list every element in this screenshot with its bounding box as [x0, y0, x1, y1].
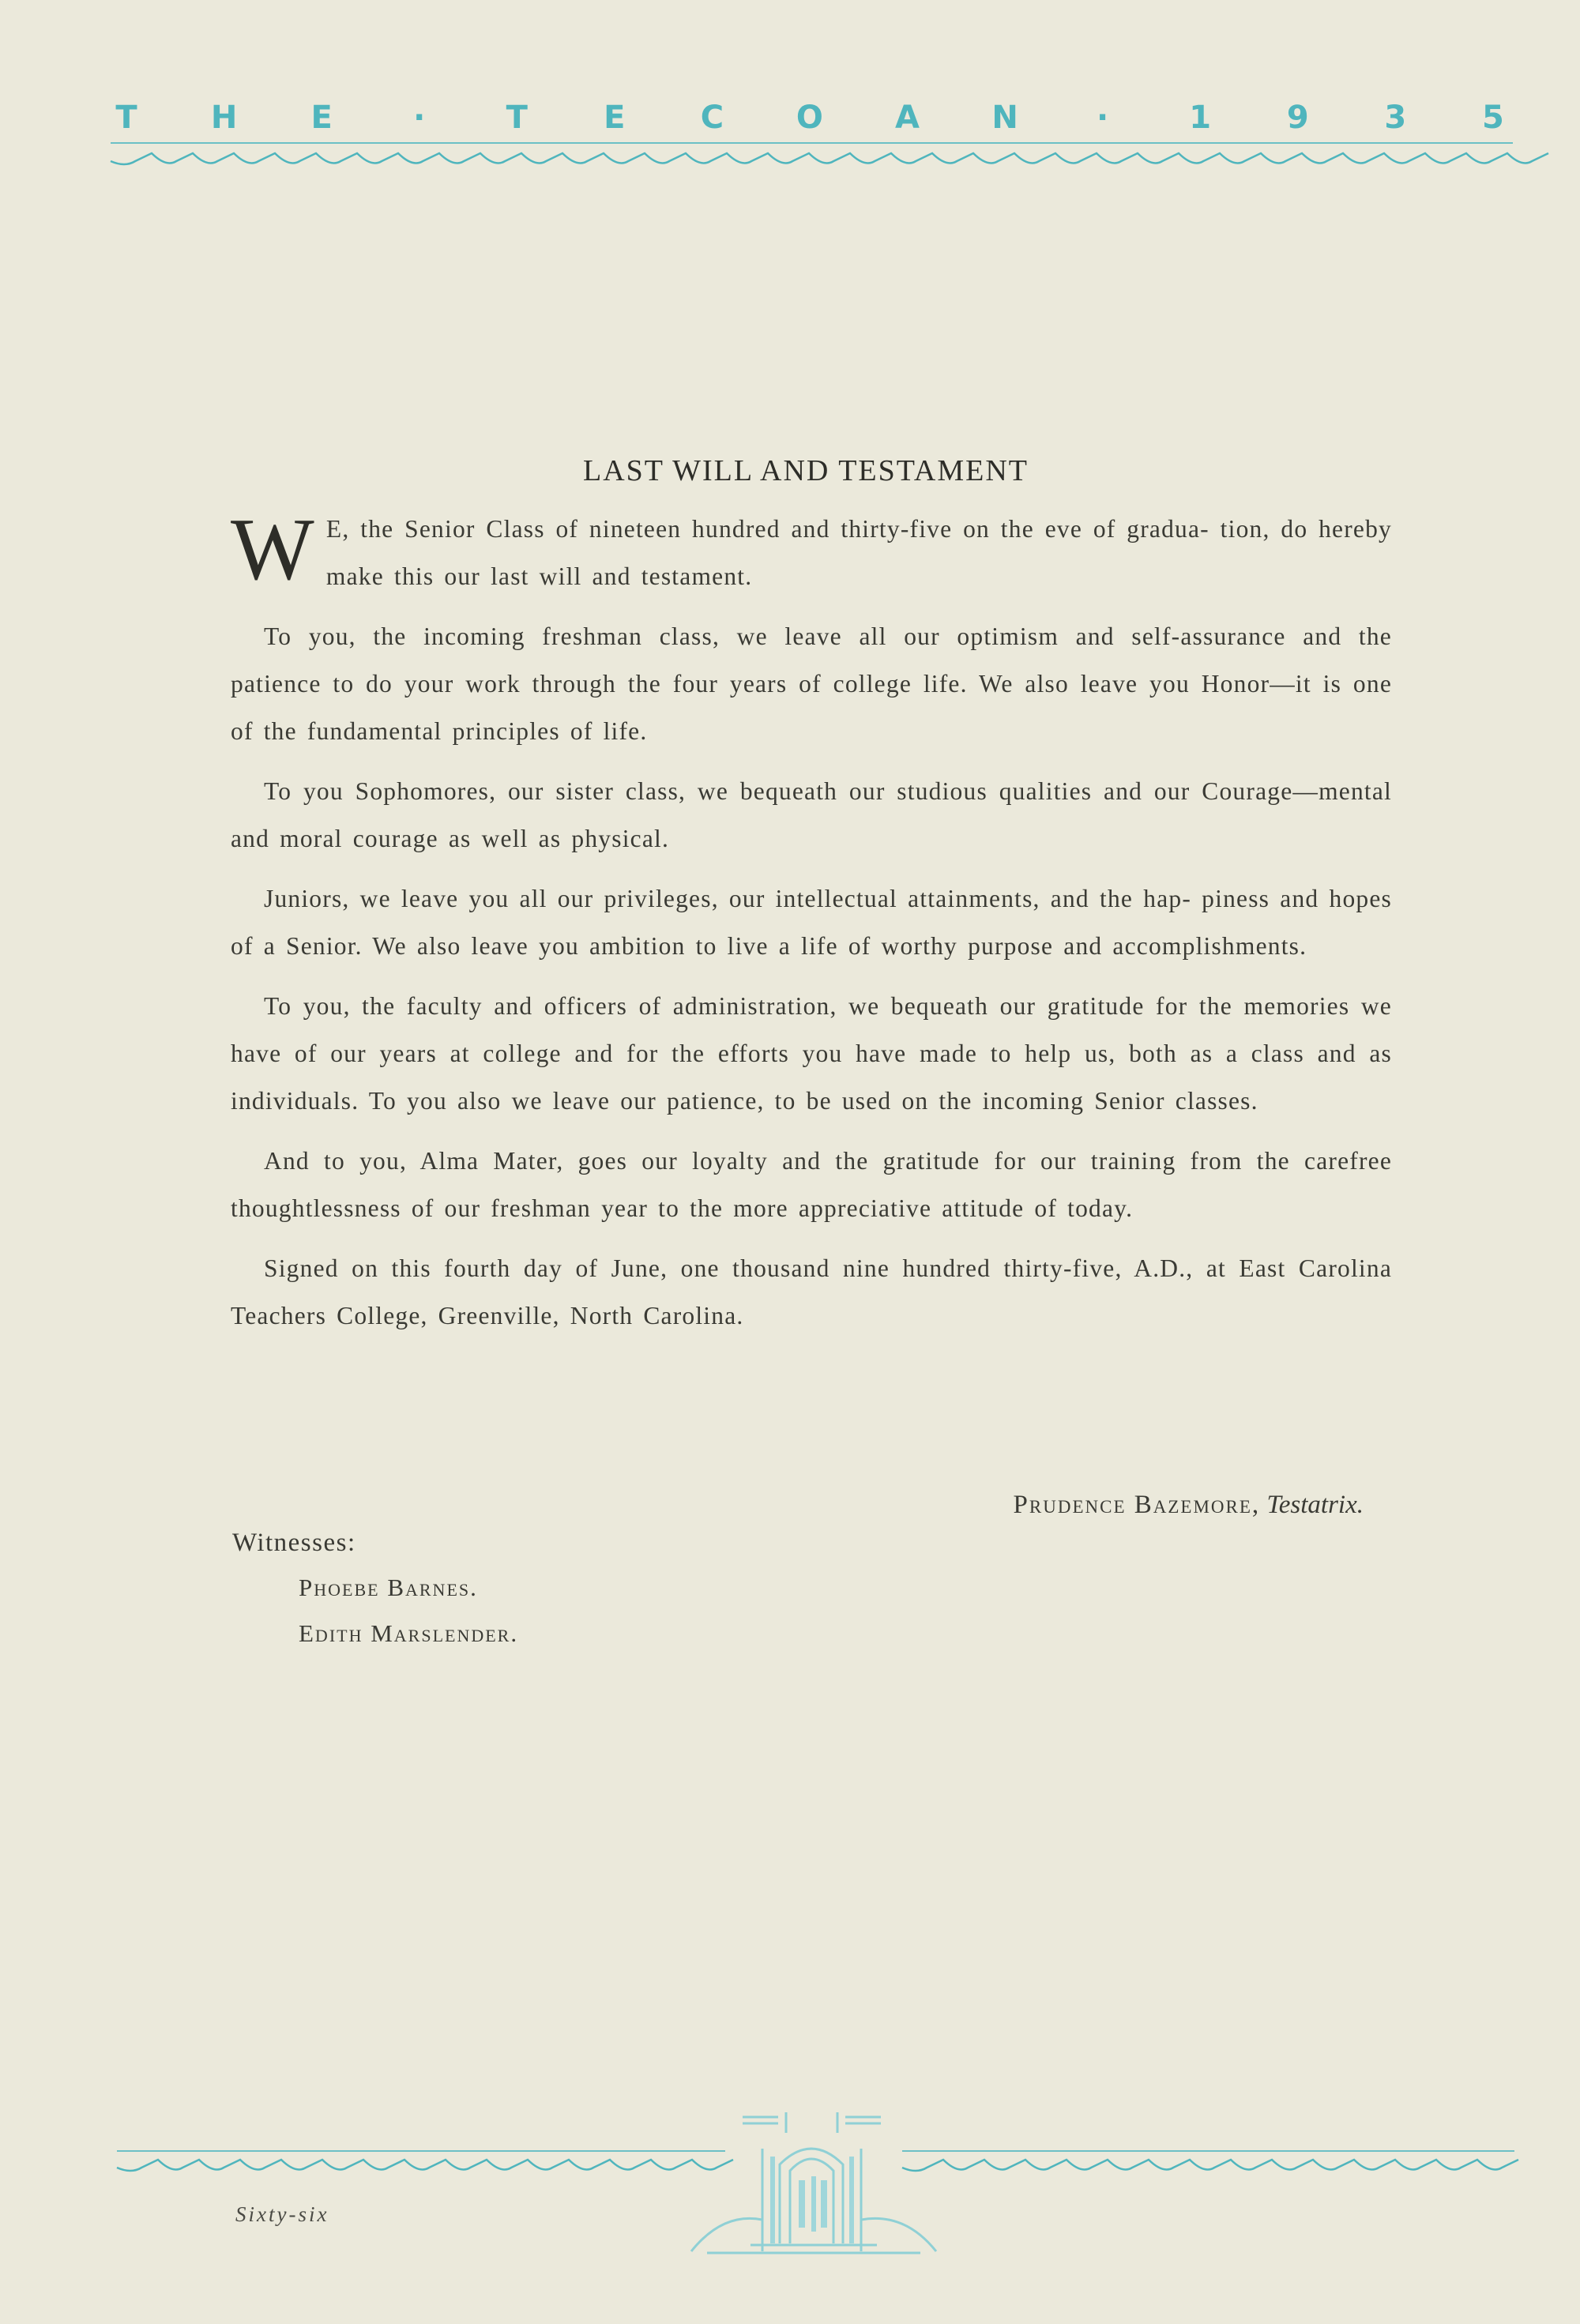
paragraph: W E, the Senior Class of nineteen hundred and thirty-five on the eve of gradua- tion, do hereby make this our last will and testament.	[231, 501, 1392, 599]
wave-path	[111, 153, 1548, 164]
witness-name: Edith Marslender.	[299, 1619, 519, 1647]
header-letter: ·	[1097, 100, 1109, 136]
header-letter: ·	[413, 100, 426, 136]
witness-name: Phoebe Barnes.	[299, 1574, 478, 1601]
header-wave-ornament	[111, 152, 1513, 171]
page-title: LAST WILL AND TESTAMENT	[582, 454, 1029, 487]
signature-line	[1014, 1491, 1364, 1520]
doorway-emblem-icon	[675, 2101, 952, 2259]
header-letter: O	[796, 100, 823, 136]
header-letter: T	[115, 100, 137, 136]
running-header	[111, 100, 1509, 136]
header-letter: A	[895, 100, 920, 136]
paragraph: To you Sophomores, our sister class, we bequeath our studious qualities and our Courage—mental and moral courage as well as physical.	[231, 777, 1392, 852]
header-letter: H	[210, 100, 238, 136]
footer-rule-right	[902, 2150, 1514, 2152]
header-letter: 3	[1384, 100, 1407, 136]
signer-title: Testatrix.	[1266, 1491, 1364, 1519]
paragraph: Signed on this fourth day of June, one thousand nine hundred thirty-five, A.D., at East Carolina Teachers College, Greenville, North Carolina.	[231, 1254, 1392, 1329]
paragraph: Juniors, we leave you all our privileges, our intellectual attainments, and the hap- piness and hopes of a Senior. We also leave you ambition to live a life of worthy purpose and accomplishments.	[231, 885, 1392, 960]
paragraph: To you, the faculty and officers of administration, we bequeath our gratitude for the memories we have of our years at college and for the efforts you have made to help us, both as a class and as individuals. To you also we leave our patience, to be used on the incoming Senior classes.	[231, 992, 1392, 1115]
header-letter: E	[604, 100, 626, 136]
paragraph: To you, the incoming freshman class, we leave all our optimism and self-assurance and the patience to do your work through the four years of college life. We also leave you Honor—it is one of the fundamental principles of life.	[231, 622, 1392, 745]
header-letter: E	[310, 100, 333, 136]
footer-wave-ornament-left	[117, 2158, 725, 2177]
header-letter: 5	[1481, 100, 1504, 136]
paragraph: And to you, Alma Mater, goes our loyalty and the gratitude for our training from the carefree thoughtlessness of our freshman year to the more appreciative attitude of today.	[231, 1147, 1392, 1222]
page-number: Sixty-six	[235, 2202, 329, 2226]
drop-cap: W	[231, 501, 315, 599]
header-rule	[111, 142, 1513, 144]
witnesses-label: Witnesses:	[232, 1529, 356, 1557]
header-letter: 9	[1286, 100, 1309, 136]
body-text	[231, 501, 1392, 1352]
signer-name: Prudence Bazemore,	[1013, 1491, 1261, 1519]
wave-path	[902, 2160, 1518, 2171]
footer-wave-ornament-right	[902, 2158, 1514, 2177]
header-letter: 1	[1189, 100, 1212, 136]
header-letter: T	[506, 100, 528, 136]
header-letter: N	[991, 100, 1018, 136]
footer-rule-left	[117, 2150, 725, 2152]
wave-path	[117, 2160, 733, 2171]
header-letter: C	[700, 100, 724, 136]
